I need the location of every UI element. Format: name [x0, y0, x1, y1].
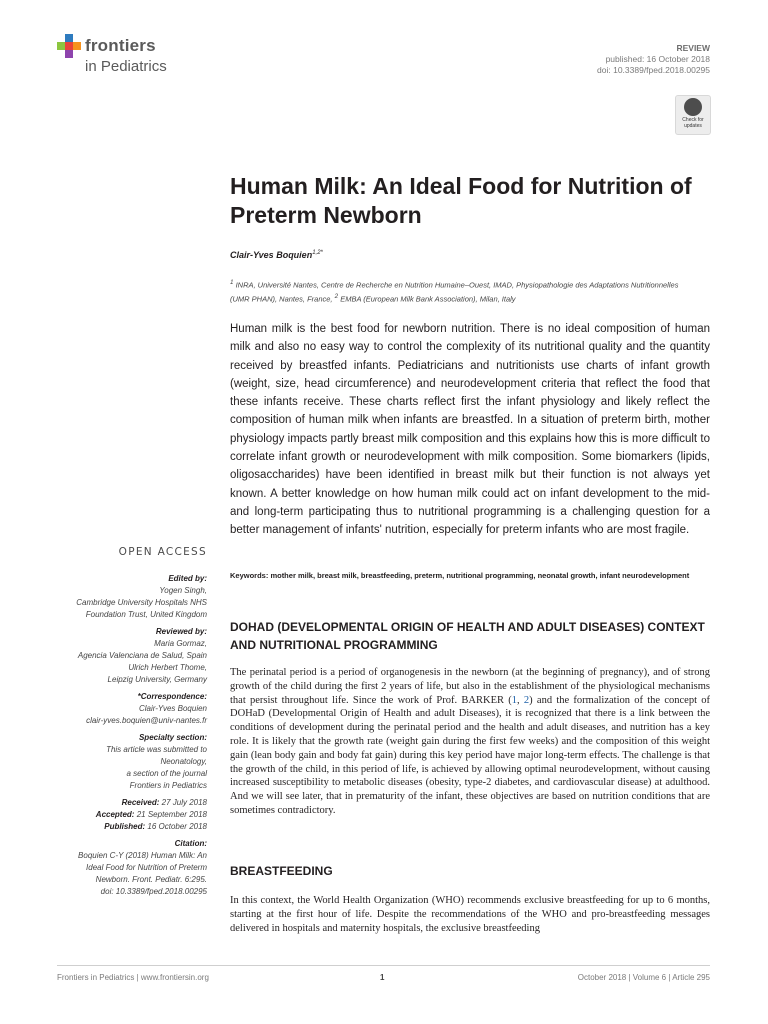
accepted-row [30, 809, 207, 821]
editor-line: Foundation Trust, United Kingdom [85, 610, 207, 619]
affiliation-2: EMBA (European Milk Bank Association), Milan, Italy [340, 294, 516, 303]
affiliation-1: INRA, Université Nantes, Centre de Recherche en Nutrition Humaine–Ouest, IMAD, Physiopathologie des Adaptations Nutritionnelles (UMR PHAN), Nantes, France, [230, 280, 679, 303]
correspondence-name: Clair-Yves Boquien [138, 704, 207, 713]
article-meta [597, 43, 710, 76]
section-heading-dohad: DOHAD (DEVELOPMENTAL ORIGIN OF HEALTH AND ADULT DISEASES) CONTEXT AND NUTRITIONAL PROGRAMMING [230, 620, 705, 652]
published-date-sidebar: 16 October 2018 [147, 822, 207, 831]
article-info-sidebar [30, 573, 207, 903]
citation-doi[interactable]: doi: 10.3389/fped.2018.00295 [100, 887, 207, 896]
open-access-label: OPEN ACCESS [118, 546, 207, 558]
correspondence-block [30, 691, 207, 727]
reviewed-by-label: Reviewed by: [155, 627, 207, 636]
citation-block [30, 838, 207, 898]
received-date: 27 July 2018 [161, 798, 207, 807]
author-line[interactable] [230, 250, 323, 260]
check-updates-label: Check for updates [682, 117, 704, 129]
accepted-date: 21 September 2018 [136, 810, 207, 819]
keywords-label: Keywords: [230, 571, 269, 580]
published-label: Published: [104, 822, 146, 831]
abstract: Human milk is the best food for newborn nutrition. There is no ideal composition of human milk and also no easy way to control the complexity of its nutritional quality and the quantity received by breastfed infants. Pediatricians and nutritionists use charts of infant growth (weight, size, head circumference) and neurodevelopment criteria that reflect the food that these infants receive. These charts reflect first the infant physiology and likely reflect the composition of human milk when infants are breastfed. In a situation of preterm birth, mother physiology impacts partly breast milk composition and this explains how this is more difficult to correlate infant growth or neurodevelopment with milk composition. Some biomarkers (lipids, oligosaccharides) have been identified in breast milk but their function is not always yet known. A better knowledge on how human milk could act on infant development to the mid- and long-term participating thus to nutritional programming is a challenging question for a better management of infants' nutrition, especially for preterm infants who are most fragile. [230, 323, 710, 537]
keywords [230, 570, 710, 581]
doi[interactable]: doi: 10.3389/fped.2018.00295 [597, 65, 710, 75]
affiliations [230, 277, 700, 304]
citation-label: Citation: [174, 839, 207, 848]
author-name[interactable]: Clair-Yves Boquien [230, 250, 313, 260]
accepted-label: Accepted: [95, 810, 135, 819]
edited-by-block [30, 573, 207, 621]
correspondence-label: *Correspondence: [137, 692, 207, 701]
received-row [30, 797, 207, 809]
citation-line: Ideal Food for Nutrition of Preterm [86, 863, 207, 872]
specialty-label: Specialty section: [138, 733, 207, 742]
specialty-line: Frontiers in Pediatrics [129, 781, 207, 790]
article-type: REVIEW [676, 43, 710, 53]
frontiers-logo-icon [57, 34, 81, 60]
section-heading-breastfeeding: BREASTFEEDING [230, 864, 333, 878]
footer-issue-info: October 2018 | Volume 6 | Article 295 [577, 973, 710, 982]
reviewer-line: Agencia Valenciana de Salud, Spain [77, 651, 207, 660]
journal-name-line2: in Pediatrics [85, 58, 167, 75]
specialty-line: This article was submitted to [106, 745, 207, 754]
reference-link-1[interactable]: 1 [511, 694, 518, 706]
affiliation-marker-2: 2 [334, 292, 339, 300]
page-number: 1 [380, 973, 385, 982]
affiliation-marker-1: 1 [230, 279, 234, 286]
published-row [30, 821, 207, 833]
editor-line: Cambridge University Hospitals NHS [76, 598, 207, 607]
specialty-line: a section of the journal [126, 769, 207, 778]
reviewed-by-block [30, 626, 207, 686]
correspondence-email[interactable]: clair-yves.boquien@univ-nantes.fr [86, 716, 207, 725]
section-paragraph-breastfeeding: In this context, the World Health Organization (WHO) recommends exclusive breastfeeding for up to 6 months, starting at the first hour of life. Despite the recommendations of the WHO and pro-breastfeeding messages delivered in hospitals and maternity hospitals, the exclusive breastfeeding [230, 895, 710, 934]
paragraph-text: The perinatal period is a period of organogenesis in the newborn (at the beginning of pregnancy), and of strong growth of the child during the first 2 years of life, but also in the establishment of the physiological mechanisms that persist throughout life. Since the work of Prof. BARKER ( [230, 667, 710, 706]
editor-line[interactable]: Yogen Singh, [159, 586, 207, 595]
specialty-line: Neonatology, [160, 757, 207, 766]
author-affiliation-markers: 1,2* [312, 250, 323, 256]
check-updates-icon [684, 98, 702, 116]
edited-by-label: Edited by: [168, 574, 207, 583]
footer-divider [57, 965, 710, 966]
reviewer-line: Leipzig University, Germany [107, 675, 207, 684]
footer-journal-link[interactable]: Frontiers in Pediatrics | www.frontiersin.org [57, 973, 209, 982]
published-date: published: 16 October 2018 [605, 54, 710, 64]
reference-link-2[interactable]: 2 [523, 694, 530, 706]
citation-line: Newborn. Front. Pediatr. 6:295. [95, 875, 207, 884]
keywords-text: mother milk, breast milk, breastfeeding, preterm, nutritional programming, neonatal growth, infant neurodevelopment [270, 571, 690, 580]
citation-line: Boquien C-Y (2018) Human Milk: An [78, 851, 207, 860]
specialty-block [30, 732, 207, 792]
journal-logo[interactable] [57, 33, 197, 81]
received-label: Received: [121, 798, 160, 807]
reviewer-line[interactable]: Ulrich Herbert Thome, [128, 663, 207, 672]
paragraph-text: , [517, 694, 524, 706]
check-for-updates-button[interactable] [675, 95, 711, 135]
section-paragraph-dohad [230, 666, 710, 818]
journal-name-line1: frontiers [85, 36, 156, 55]
paragraph-text: ) and the formalization of the concept of DOHaD (Developmental Origin of Health and adult Diseases), it is recognized that there is a link between the conditions of development during the perinatal period and the health and adult diseases, and nutrition has a key role. It is likely that the growth rate (weight gain during the first few weeks) and the composition of this weight gain (lean body gain and body fat gain) during this key period have major long-term effects. The challenge is that the growth of the child, in this period of life, is achieved by allowing optimal neurodevelopment, without causing increased susceptibility to metabolic diseases (obesity, type-2 diabetes, and cardiovascular disease) at adulthood. And we will see later, that in prematurity of the infant, these objectives are based on nutrition conditions that are sometimes contradictory. [230, 694, 711, 816]
article-title: Human Milk: An Ideal Food for Nutrition of Preterm Newborn [230, 173, 692, 228]
reviewer-line[interactable]: Maria Gormaz, [154, 639, 207, 648]
dates-block [30, 797, 207, 833]
